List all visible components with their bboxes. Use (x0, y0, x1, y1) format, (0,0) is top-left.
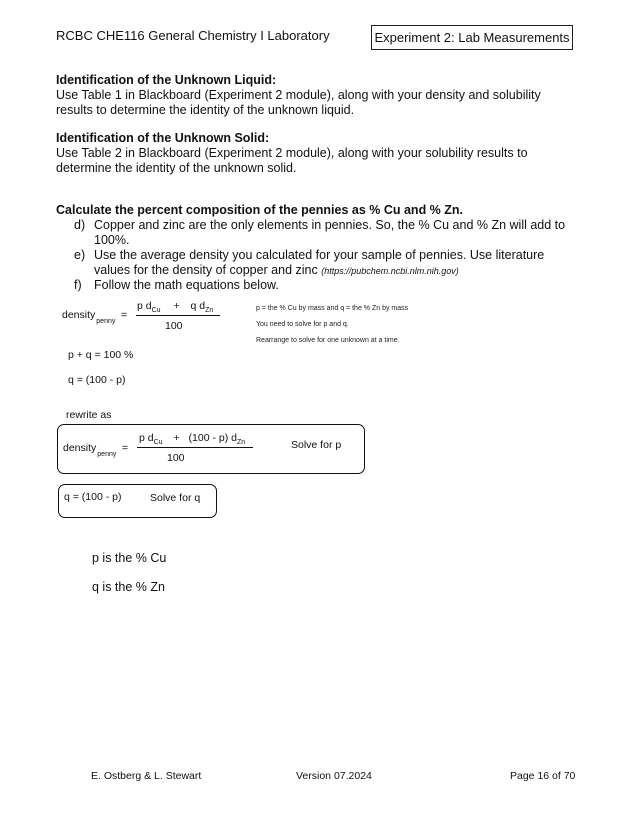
q-definition: q is the % Zn (92, 580, 165, 594)
denominator: 100 (165, 320, 183, 332)
calc-heading: Calculate the percent composition of the pennies as % Cu and % Zn. (56, 203, 464, 217)
list-item-text: values for the density of copper and zinc (94, 263, 318, 277)
solid-text-line2: determine the identity of the unknown solid. (56, 161, 297, 175)
q-relation: q = (100 - p) (68, 374, 126, 386)
footer-page-number: Page 16 of 70 (510, 770, 576, 782)
density-label: density$_{penny}$ (62, 309, 116, 325)
list-item-d (74, 218, 565, 233)
solid-heading: Identification of the Unknown Solid: (56, 131, 270, 145)
footer-authors: E. Ostberg & L. Stewart (91, 770, 202, 782)
numerator: p $d_{Cu} + (100 - p)$ $d_{Zn}$ (139, 432, 246, 446)
numerator: p $d_{Cu} + q$ $d_{Zn}$ (137, 300, 214, 314)
list-marker: e) (74, 248, 86, 262)
solid-text-line1: Use Table 2 in Blackboard (Experiment 2 module), along with your solubility results to (56, 146, 528, 160)
note-definitions: p = the % Cu by mass and q = the % Zn by mass (256, 305, 409, 312)
penny-subscript: penny (96, 318, 116, 325)
list-item-text: Follow the math equations below. (94, 278, 279, 292)
liquid-text-line1: Use Table 1 in Blackboard (Experiment 2 module), along with your density and solubility (56, 88, 541, 102)
density-label: density$_{penny}$ (63, 442, 117, 458)
footer-version: Version 07.2024 (296, 770, 372, 782)
list-marker: f) (74, 278, 82, 292)
list-marker: d) (74, 218, 86, 232)
citation-url: (https://pubchem.ncbi.nlm.nih.gov) (321, 266, 459, 276)
fraction-bar (137, 447, 253, 448)
q-expression: q = (100 - p) (64, 491, 122, 503)
list-item-text: Copper and zinc are the only elements in pennies. So, the % Cu and % Zn will add to (94, 218, 566, 232)
note-solve: You need to solve for p and q. (256, 321, 349, 328)
list-item-e-cont (94, 263, 459, 279)
list-item-d-cont: 100%. (94, 233, 130, 247)
liquid-heading: Identification of the Unknown Liquid: (56, 73, 277, 87)
penny-subscript: penny (97, 451, 117, 458)
equals-sign: = (121, 309, 128, 321)
course-title: RCBC CHE116 General Chemistry I Laboratory (56, 28, 330, 43)
sum-relation: p + q = 100 % (68, 349, 134, 361)
equals-sign: = (122, 442, 129, 454)
list-item-f (74, 278, 279, 293)
note-rearrange: Rearrange to solve for one unknown at a time. (256, 337, 400, 344)
rewrite-label: rewrite as (66, 409, 112, 421)
fraction-bar (136, 315, 220, 316)
list-item-text: Use the average density you calculated for your sample of pennies. Use literature (94, 248, 545, 262)
p-definition: p is the % Cu (92, 551, 167, 565)
liquid-text-line2: results to determine the identity of the unknown liquid. (56, 103, 355, 117)
list-item-e (74, 248, 544, 263)
denominator: 100 (167, 452, 185, 464)
solve-for-p-label: Solve for p (291, 439, 342, 451)
experiment-title: Experiment 2: Lab Measurements (371, 25, 573, 50)
solve-for-q-label: Solve for q (150, 492, 201, 504)
